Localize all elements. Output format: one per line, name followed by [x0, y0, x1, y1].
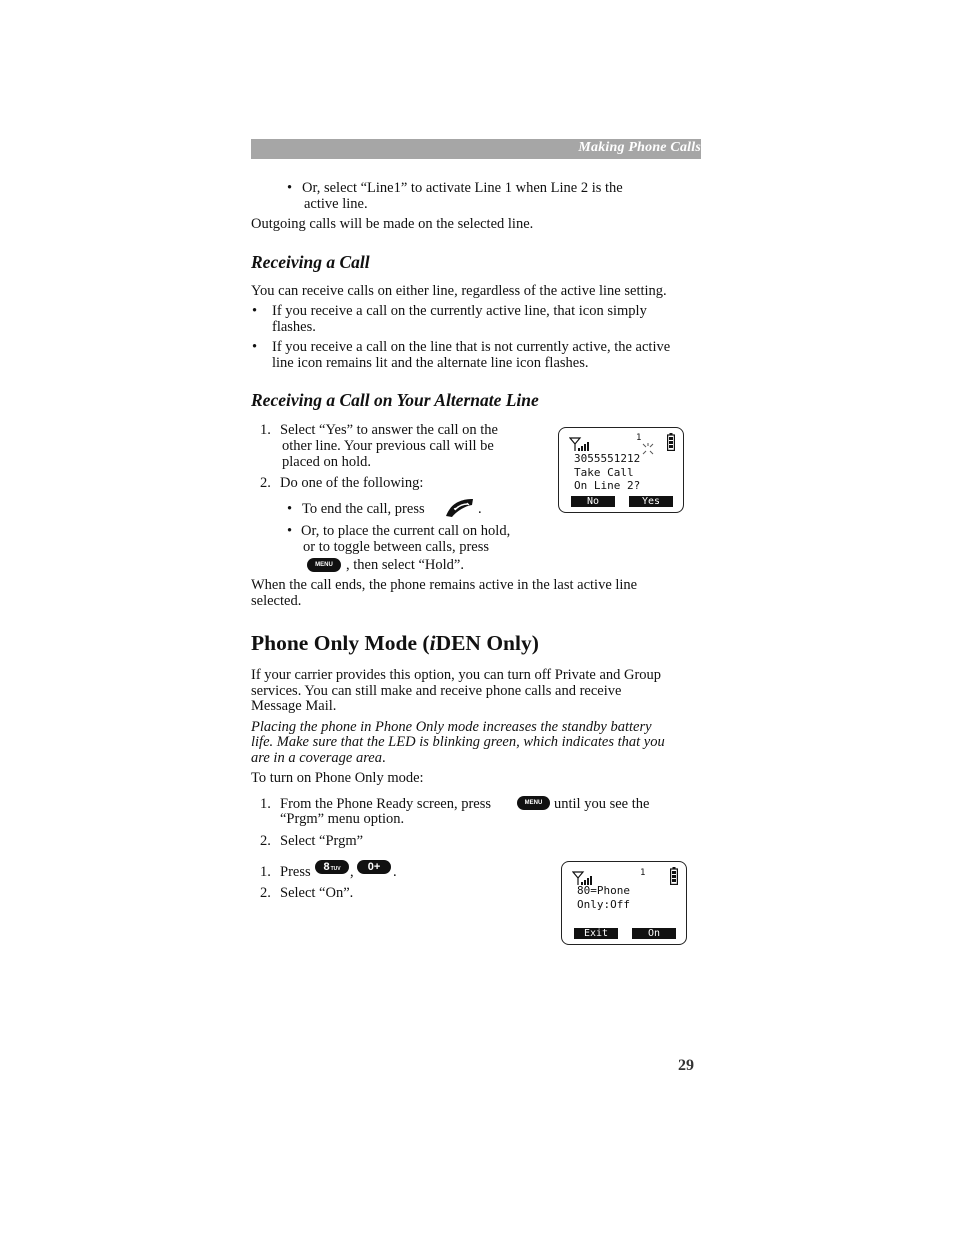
battery-icon: [670, 867, 678, 885]
menu-key-icon: MENU: [307, 558, 341, 572]
phone-only-step1-line2: “Prgm” menu option.: [280, 811, 405, 827]
softkey-yes[interactable]: Yes: [629, 496, 673, 507]
receiving-bullet2-line2: line icon remains lit and the alternate line icon flashes.: [272, 355, 589, 371]
phone-only-step1-cont: until you see the: [554, 796, 650, 812]
bullet-mark: •: [252, 339, 258, 355]
key-8-icon: [315, 860, 349, 874]
screen-line-on-line: On Line 2?: [574, 479, 641, 492]
alternate-after-line1: When the call ends, the phone remains active in the last active line: [251, 577, 638, 593]
alternate-step1-line3: placed on hold.: [282, 454, 371, 470]
phone-screen-phone-only: [561, 861, 687, 945]
phone-only-substep2: Select “On”.: [280, 885, 354, 901]
note-text: are in a coverage area: [251, 750, 382, 766]
alternate-subbullet1: To end the call, press: [302, 501, 425, 517]
screen-line-phone: 80=Phone: [577, 884, 630, 897]
phone-only-note-line1: Placing the phone in Phone Only mode increases the standby battery: [251, 719, 652, 735]
intro-bullet-line2: active line.: [304, 196, 368, 212]
receiving-para: You can receive calls on either line, regardless of the active line setting.: [251, 283, 667, 299]
page-number: 29: [678, 1057, 694, 1074]
receiving-bullet2-line1: If you receive a call on the line that is not currently active, the active: [272, 339, 671, 355]
heading-part-italic: i: [429, 631, 436, 655]
heading-part: DEN Only): [435, 631, 539, 655]
phone-only-para1-line1: If your carrier provides this option, you can turn off Private and Group: [251, 667, 662, 683]
caller-number: 3055551212: [574, 452, 641, 465]
period: .: [393, 864, 397, 880]
alternate-subbullet2-line1: Or, to place the current call on hold,: [301, 523, 511, 539]
alternate-step1-line1: Select “Yes” to answer the call on the: [280, 422, 498, 438]
phone-screen-incoming-call: [558, 427, 684, 513]
phone-only-para1-line2: services. You can still make and receive phone calls and receive: [251, 683, 622, 699]
softkey-on[interactable]: On: [632, 928, 676, 939]
softkey-exit[interactable]: Exit: [574, 928, 618, 939]
phone-only-note-line2: life. Make sure that the LED is blinking green, which indicates that you: [251, 734, 665, 750]
menu-key-icon: MENU: [517, 796, 550, 810]
phone-only-substep1: Press: [280, 864, 311, 880]
comma: ,: [350, 864, 354, 880]
alternate-subbullet2-line2: or to toggle between calls, press: [303, 539, 490, 555]
phone-only-step2: Select “Prgm”: [280, 833, 364, 849]
alternate-heading: Receiving a Call on Your Alternate Line: [251, 390, 539, 410]
phone-only-para3: To turn on Phone Only mode:: [251, 770, 424, 786]
step-number: 2.: [260, 833, 271, 849]
phone-only-note-line3: [251, 750, 386, 766]
active-line-indicator: 1: [640, 868, 646, 878]
flashing-line-icon: [641, 442, 655, 456]
alternate-step1-line2: other line. Your previous call will be: [282, 438, 494, 454]
phone-only-para1-line3: Message Mail.: [251, 698, 337, 714]
alternate-step2: Do one of the following:: [280, 475, 424, 491]
bullet-mark: •: [287, 180, 293, 196]
alternate-after-line2: selected.: [251, 593, 302, 609]
signal-strength-icon: [569, 436, 593, 452]
section-title: Making Phone Calls: [578, 140, 701, 155]
step-number: 1.: [260, 422, 271, 438]
key-digit: 8: [323, 861, 330, 873]
phone-only-heading: [251, 631, 539, 656]
end-call-key-icon: [443, 497, 475, 519]
step-number: 1.: [260, 864, 271, 880]
battery-icon: [667, 433, 675, 451]
alternate-subbullet2-line3: , then select “Hold”.: [346, 557, 464, 573]
note-period: .: [382, 750, 386, 766]
section-header-bar: [251, 139, 701, 159]
alternate-subbullet1-period: .: [478, 501, 482, 517]
active-line-indicator: 1: [636, 433, 642, 443]
receiving-bullet1-line2: flashes.: [272, 319, 316, 335]
intro-note: Outgoing calls will be made on the selected line.: [251, 216, 534, 232]
step-number: 1.: [260, 796, 271, 812]
receiving-bullet1-line1: If you receive a call on the currently active line, that icon simply: [272, 303, 647, 319]
receiving-heading: Receiving a Call: [251, 252, 370, 272]
intro-bullet-line1: Or, select “Line1” to activate Line 1 when Line 2 is the: [302, 180, 623, 196]
bullet-mark: •: [252, 303, 258, 319]
key-0-icon: 0+: [357, 860, 391, 874]
screen-line-only-off: Only:Off: [577, 898, 630, 911]
screen-line-take-call: Take Call: [574, 466, 634, 479]
softkey-no[interactable]: No: [571, 496, 615, 507]
bullet-mark: •: [287, 501, 293, 517]
phone-only-step1: From the Phone Ready screen, press: [280, 796, 492, 812]
step-number: 2.: [260, 475, 271, 491]
heading-part: Phone Only Mode (: [251, 631, 430, 655]
key-letters: TUV: [330, 866, 341, 872]
step-number: 2.: [260, 885, 271, 901]
bullet-mark: •: [287, 523, 293, 539]
